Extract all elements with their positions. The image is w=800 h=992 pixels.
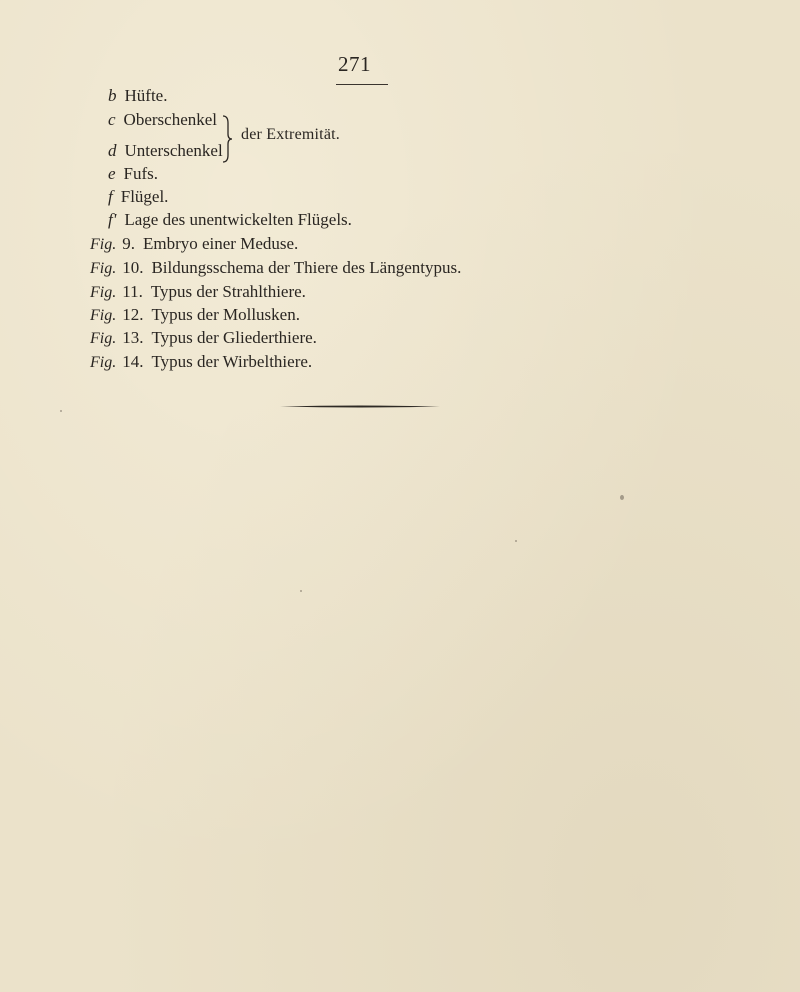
figure-label: Fig.	[90, 260, 117, 277]
legend-text: Lage des unentwickelten Flügels.	[124, 210, 352, 229]
figure-text: Typus der Wirbelthiere.	[151, 352, 313, 371]
figure-number: 14.	[122, 352, 144, 371]
figure-label: Fig.	[90, 330, 117, 347]
legend-letter: d	[108, 141, 117, 160]
page-number: 271	[338, 52, 371, 76]
figure-text: Typus der Strahlthiere.	[150, 282, 306, 301]
legend-letter: b	[108, 86, 117, 105]
legend-text: Unterschenkel	[124, 141, 223, 160]
figure-text: Typus der Gliederthiere.	[151, 328, 317, 347]
legend-letter: e	[108, 164, 116, 183]
figure-number: 9.	[122, 234, 135, 253]
paper-speck	[60, 410, 62, 412]
figure-label: Fig.	[90, 284, 117, 301]
legend-item	[108, 164, 158, 184]
figure-caption	[90, 328, 317, 349]
figure-text: Typus der Mollusken.	[151, 305, 300, 324]
legend-item	[108, 86, 167, 106]
curly-brace-icon	[222, 115, 232, 163]
legend-text: Oberschenkel	[123, 110, 218, 129]
legend-letter: c	[108, 110, 116, 129]
ornamental-divider	[280, 405, 440, 408]
figure-text: Embryo einer Meduse.	[142, 234, 299, 253]
figure-number: 13.	[122, 328, 144, 347]
brace-label: der Extremität.	[241, 126, 340, 143]
paper-speck	[620, 495, 624, 500]
figure-number: 10.	[122, 258, 144, 277]
figure-caption	[90, 234, 298, 255]
legend-letter: f'	[108, 210, 117, 229]
legend-text: Fufs.	[123, 164, 159, 183]
paper-speck	[515, 540, 517, 542]
legend-item	[108, 210, 352, 230]
legend-text: Hüfte.	[124, 86, 168, 105]
figure-number: 11.	[122, 282, 143, 301]
legend-item	[108, 187, 168, 207]
paper-speck	[300, 590, 302, 592]
figure-label: Fig.	[90, 236, 117, 253]
figure-label: Fig.	[90, 307, 117, 324]
figure-label: Fig.	[90, 354, 117, 371]
figure-caption	[90, 258, 461, 279]
figure-caption	[90, 352, 312, 373]
legend-letter: f	[108, 187, 113, 206]
figure-caption	[90, 305, 300, 326]
figure-number: 12.	[122, 305, 144, 324]
legend-item	[108, 110, 217, 130]
legend-text: Flügel.	[120, 187, 169, 206]
page-number-underline	[336, 84, 388, 85]
legend-item	[108, 141, 223, 161]
figure-caption	[90, 282, 306, 303]
figure-text: Bildungsschema der Thiere des Längentypus.	[151, 258, 462, 277]
